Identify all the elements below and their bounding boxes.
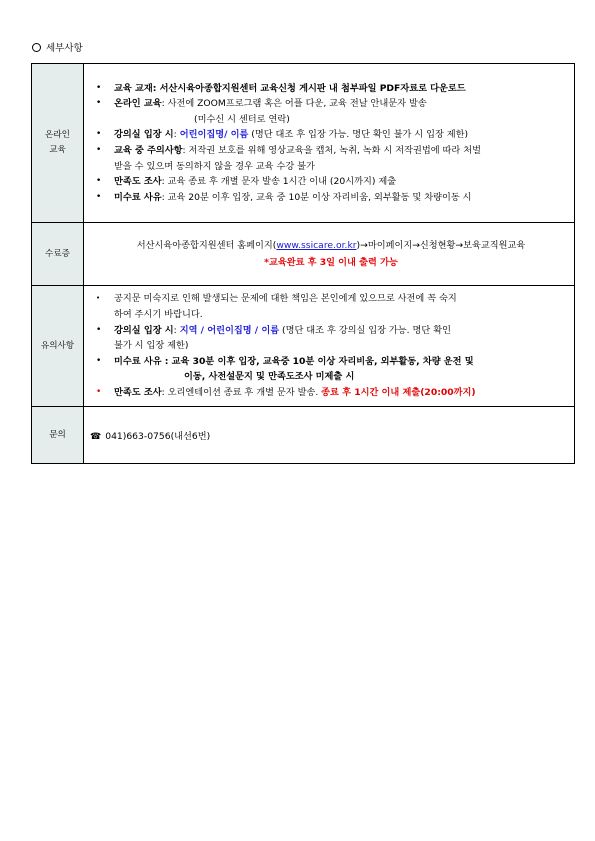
list-item bbox=[94, 323, 568, 354]
bullet-icon: • bbox=[96, 129, 102, 140]
cert-row bbox=[32, 223, 575, 286]
bullet-icon: • bbox=[96, 294, 101, 303]
list-item bbox=[94, 96, 568, 127]
item-text-cont: (명단 대조 후 입장 가능. 명단 확인 불가 시 입장 제한) bbox=[248, 129, 469, 141]
circle-bullet-icon bbox=[32, 43, 41, 52]
item-text: : 오리엔테이션 종료 후 개별 문자 발송. bbox=[161, 386, 322, 398]
item-key: 강의실 입장 시 bbox=[114, 129, 174, 141]
item-key-cont: 이동, 사전설문지 및 만족도조사 미제출 시 bbox=[184, 371, 355, 383]
list-item bbox=[94, 143, 568, 174]
bullet-icon: • bbox=[96, 386, 102, 397]
item-text-cont2: 불가 시 입장 제한) bbox=[114, 340, 189, 352]
notes-row bbox=[32, 286, 575, 407]
section-heading-text: 세부사항 bbox=[46, 43, 83, 54]
cert-text-post: )→마이페이지→신청현황→보육교직원교육 bbox=[356, 240, 526, 251]
item-key: 미수료 사유 bbox=[114, 191, 162, 203]
contact-label-cell bbox=[32, 407, 84, 464]
item-text-cont: (미수신 시 센터로 연락) bbox=[194, 113, 290, 125]
item-key: 교육 교재: bbox=[114, 82, 160, 94]
item-text-cont: 하여 주시기 바랍니다. bbox=[114, 309, 203, 321]
bullet-icon: • bbox=[96, 176, 102, 187]
online-label-line2: 교육 bbox=[49, 145, 66, 155]
list-item bbox=[94, 174, 568, 190]
item-text: : bbox=[173, 129, 180, 141]
item-text-cont: 받을 수 있으며 동의하지 않을 경우 교육 수강 불가 bbox=[114, 160, 315, 172]
list-item bbox=[94, 291, 568, 322]
item-key: 만족도 조사 bbox=[114, 176, 162, 188]
notes-label: 유의사항 bbox=[40, 340, 75, 351]
bullet-icon: • bbox=[96, 82, 102, 93]
item-text: 서산시육아종합지원센터 교육신청 게시판 내 첨부파일 PDF자료로 다운로드 bbox=[159, 82, 466, 94]
online-label-line1: 온라인 bbox=[45, 130, 70, 140]
item-text: 공지문 미숙지로 인해 발생되는 문제에 대한 책임은 본인에게 있으므로 사전에 꼭 숙지 bbox=[114, 293, 457, 305]
bullet-icon: • bbox=[96, 145, 102, 155]
item-text-cont: (명단 대조 후 강의실 입장 가능. 명단 확인 bbox=[279, 324, 451, 336]
item-text: : 교육 20분 이후 입장, 교육 중 10분 이상 자리비움, 외부활동 및 차량이동 시 bbox=[161, 191, 472, 203]
cert-deadline: *교육완료 후 3일 이내 출력 가능 bbox=[264, 257, 398, 268]
item-key: 교육 중 주의사항 bbox=[114, 145, 183, 156]
details-table bbox=[31, 63, 575, 464]
phone-icon: ☎ bbox=[90, 432, 102, 442]
cert-line1 bbox=[94, 237, 568, 254]
cert-text-pre: 서산시육아종합지원센터 홈페이지( bbox=[136, 240, 277, 251]
item-key: 강의실 입장 시 bbox=[114, 324, 174, 336]
cert-label: 수료증 bbox=[45, 248, 70, 259]
item-text: : 저작권 보호를 위해 영상교육을 캡처, 녹취, 녹화 시 저작권법에 따라 처벌 bbox=[182, 145, 481, 156]
cert-content-cell bbox=[84, 223, 575, 286]
list-item bbox=[94, 127, 568, 143]
item-text: : 교육 종료 후 개별 문자 발송 1시간 이내 (20시까지) 제출 bbox=[161, 176, 397, 188]
list-item bbox=[94, 190, 568, 206]
notes-label-cell bbox=[32, 286, 84, 407]
bullet-icon: • bbox=[96, 98, 102, 109]
item-text: : bbox=[173, 324, 180, 336]
bullet-icon: • bbox=[96, 355, 102, 366]
list-item bbox=[94, 81, 568, 97]
list-item bbox=[94, 385, 568, 401]
online-content-cell bbox=[84, 64, 575, 223]
cert-label-cell bbox=[32, 223, 84, 286]
contact-row bbox=[32, 407, 575, 464]
notes-list bbox=[94, 291, 568, 400]
item-highlight: 어린이집명/ 이름 bbox=[179, 129, 249, 141]
item-highlight: 종료 후 1시간 이내 제출(20:00까지) bbox=[321, 386, 476, 398]
online-label-cell bbox=[32, 64, 84, 223]
item-key: 온라인 교육 bbox=[114, 98, 162, 110]
notes-content-cell bbox=[84, 286, 575, 407]
list-item bbox=[94, 354, 568, 385]
bullet-icon: • bbox=[96, 324, 102, 335]
item-text: : 사전에 ZOOM프로그램 혹은 어플 다운, 교육 전날 안내문자 발송 bbox=[161, 98, 427, 110]
item-key: 미수료 사유 : 교육 30분 이후 입장, 교육중 10분 이상 자리비움, 외부활동, 차량 운전 및 bbox=[114, 355, 474, 367]
item-highlight: 지역 / 어린이집명 / 이름 bbox=[179, 324, 280, 336]
section-heading bbox=[32, 40, 83, 54]
item-key: 만족도 조사 bbox=[114, 386, 162, 398]
online-row bbox=[32, 64, 575, 223]
contact-phone: 041)663-0756(내선6번) bbox=[105, 431, 211, 442]
bullet-icon: • bbox=[96, 191, 102, 202]
contact-label: 문의 bbox=[49, 429, 66, 440]
site-link[interactable]: www.ssicare.or.kr bbox=[276, 240, 357, 251]
online-list bbox=[94, 81, 568, 206]
contact-content-cell bbox=[84, 407, 575, 464]
